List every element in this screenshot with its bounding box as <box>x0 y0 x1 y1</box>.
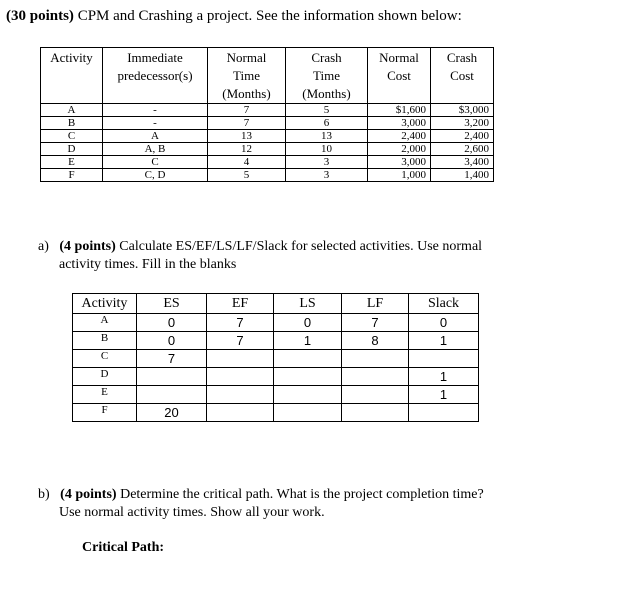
cell-es[interactable] <box>137 386 207 404</box>
cell-crash-time: 3 <box>286 169 368 182</box>
cell-crash-cost: 1,400 <box>431 169 494 182</box>
table-row <box>73 404 479 422</box>
cell-activity: C <box>73 350 137 368</box>
cell-es[interactable] <box>137 368 207 386</box>
cell-activity: F <box>41 169 103 182</box>
project-info-header-row <box>41 48 494 104</box>
cell-crash-time: 3 <box>286 156 368 169</box>
cell-predecessor: C, D <box>103 169 208 182</box>
table-row <box>41 130 494 143</box>
cell-ef[interactable] <box>207 386 274 404</box>
cell-normal-cost: 2,400 <box>368 130 431 143</box>
cell-crash-time: 6 <box>286 117 368 130</box>
header-crash-cost: Crash Cost <box>431 48 494 104</box>
table-row <box>41 117 494 130</box>
table-row <box>73 386 479 404</box>
header-activity: Activity <box>73 294 137 314</box>
cell-ls[interactable]: 1 <box>274 332 342 350</box>
cell-ef[interactable]: 7 <box>207 314 274 332</box>
table-row <box>73 314 479 332</box>
cell-ef[interactable] <box>207 368 274 386</box>
cell-activity: A <box>41 104 103 117</box>
cell-ls[interactable] <box>274 350 342 368</box>
cell-crash-cost: 2,600 <box>431 143 494 156</box>
cell-activity: C <box>41 130 103 143</box>
cell-ls[interactable] <box>274 386 342 404</box>
header-slack: Slack <box>409 294 479 314</box>
cell-es[interactable]: 7 <box>137 350 207 368</box>
cell-activity: F <box>73 404 137 422</box>
cell-lf[interactable]: 8 <box>342 332 409 350</box>
header-normal-cost: Normal Cost <box>368 48 431 104</box>
header-predecessors: Immediate predecessor(s) <box>103 48 208 104</box>
question-b-text: Determine the critical path. What is the project completion time? <box>116 487 484 502</box>
cell-normal-cost: 3,000 <box>368 156 431 169</box>
cell-lf[interactable]: 7 <box>342 314 409 332</box>
header-normal-time: Normal Time (Months) <box>208 48 286 104</box>
cell-predecessor: A <box>103 130 208 143</box>
cell-activity: E <box>73 386 137 404</box>
cell-normal-cost: 1,000 <box>368 169 431 182</box>
cell-slack[interactable] <box>409 404 479 422</box>
cell-es[interactable]: 0 <box>137 314 207 332</box>
cell-predecessor: - <box>103 104 208 117</box>
cell-es[interactable]: 20 <box>137 404 207 422</box>
cell-slack[interactable]: 1 <box>409 368 479 386</box>
cell-ls[interactable] <box>274 404 342 422</box>
cell-activity: E <box>41 156 103 169</box>
question-b-text2: Use normal activity times. Show all your work. <box>59 505 325 520</box>
header-lf: LF <box>342 294 409 314</box>
cell-normal-time: 5 <box>208 169 286 182</box>
cell-ef[interactable]: 7 <box>207 332 274 350</box>
cell-slack[interactable]: 1 <box>409 386 479 404</box>
header-ef: EF <box>207 294 274 314</box>
cell-activity: B <box>73 332 137 350</box>
question-b <box>38 486 484 522</box>
cell-es[interactable]: 0 <box>137 332 207 350</box>
cell-slack[interactable] <box>409 350 479 368</box>
header-es: ES <box>137 294 207 314</box>
table-row <box>73 350 479 368</box>
cell-activity: D <box>73 368 137 386</box>
cell-slack[interactable]: 1 <box>409 332 479 350</box>
cell-activity: B <box>41 117 103 130</box>
cell-activity: A <box>73 314 137 332</box>
question-a-points: (4 points) <box>59 239 116 254</box>
cell-ls[interactable]: 0 <box>274 314 342 332</box>
cell-normal-cost: 3,000 <box>368 117 431 130</box>
cell-slack[interactable]: 0 <box>409 314 479 332</box>
cell-normal-time: 4 <box>208 156 286 169</box>
table-row <box>41 156 494 169</box>
cell-normal-cost: 2,000 <box>368 143 431 156</box>
table-row <box>73 368 479 386</box>
question-a-label: a) <box>38 239 49 254</box>
cell-ef[interactable] <box>207 350 274 368</box>
schedule-table <box>72 293 479 422</box>
cell-crash-cost: 2,400 <box>431 130 494 143</box>
question-a-text: Calculate ES/EF/LS/LF/Slack for selected activities. Use normal <box>115 239 483 254</box>
cell-crash-time: 13 <box>286 130 368 143</box>
cell-normal-time: 7 <box>208 104 286 117</box>
table-row <box>73 332 479 350</box>
question-a <box>38 238 482 274</box>
cell-crash-time: 10 <box>286 143 368 156</box>
cell-predecessor: A, B <box>103 143 208 156</box>
project-info-table <box>40 47 494 182</box>
question-a-text2: activity times. Fill in the blanks <box>59 257 237 272</box>
cell-predecessor: C <box>103 156 208 169</box>
problem-title <box>6 8 462 25</box>
cell-ls[interactable] <box>274 368 342 386</box>
problem-title-text: CPM and Crashing a project. See the information shown below: <box>73 8 462 24</box>
cell-normal-time: 7 <box>208 117 286 130</box>
table-row <box>41 104 494 117</box>
cell-lf[interactable] <box>342 404 409 422</box>
header-crash-time: Crash Time (Months) <box>286 48 368 104</box>
cell-lf[interactable] <box>342 386 409 404</box>
critical-path-label: Critical Path: <box>82 540 165 555</box>
cell-lf[interactable] <box>342 368 409 386</box>
cell-normal-time: 13 <box>208 130 286 143</box>
cell-crash-cost: $3,000 <box>431 104 494 117</box>
table-row <box>41 143 494 156</box>
question-b-points: (4 points) <box>60 487 117 502</box>
question-b-label: b) <box>38 487 50 502</box>
problem-points: (30 points) <box>6 8 74 24</box>
cell-crash-cost: 3,400 <box>431 156 494 169</box>
cell-crash-time: 5 <box>286 104 368 117</box>
cell-predecessor: - <box>103 117 208 130</box>
cell-activity: D <box>41 143 103 156</box>
cell-normal-cost: $1,600 <box>368 104 431 117</box>
table-row <box>41 169 494 182</box>
header-activity: Activity <box>41 48 103 104</box>
cell-normal-time: 12 <box>208 143 286 156</box>
cell-crash-cost: 3,200 <box>431 117 494 130</box>
schedule-header-row <box>73 294 479 314</box>
header-ls: LS <box>274 294 342 314</box>
cell-lf[interactable] <box>342 350 409 368</box>
cell-ef[interactable] <box>207 404 274 422</box>
